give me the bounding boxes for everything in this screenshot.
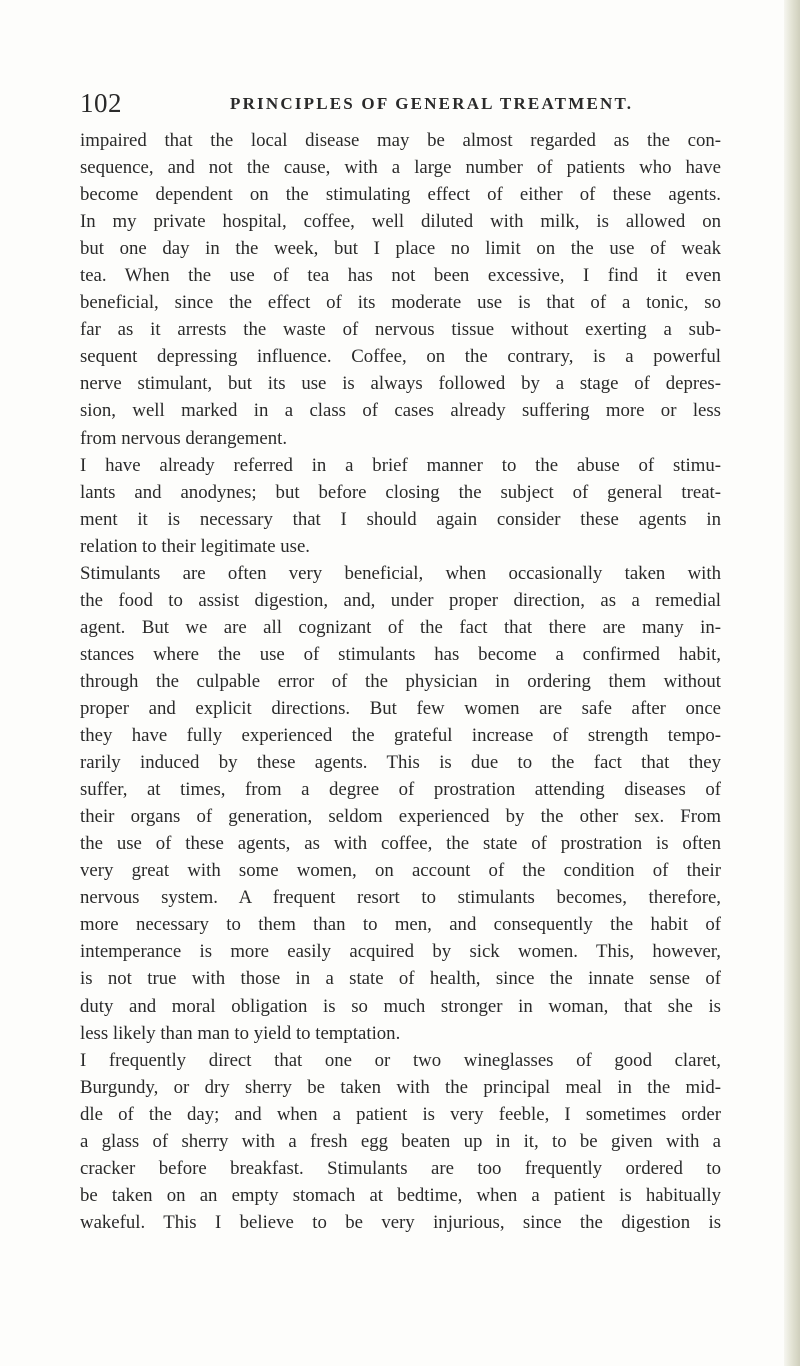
paragraph-end-line: from nervous derangement.	[80, 427, 288, 449]
text-line: impaired that the local disease may be almost regarded as the con-	[80, 130, 721, 151]
text-line: cracker before breakfast. Stimulants are too frequently ordered to	[80, 1157, 721, 1179]
text-line: stances where the use of stimulants has become a confirmed habit,	[80, 643, 721, 665]
text-line: proper and explicit directions. But few women are safe after once	[80, 697, 721, 719]
text-line: sion, well marked in a class of cases already suffering more or less	[80, 400, 721, 422]
text-line: the use of these agents, as with coffee, the state of prostration is often	[80, 833, 721, 855]
text-line: Burgundy, or dry sherry be taken with the principal meal in the mid-	[80, 1076, 721, 1098]
text-line: but one day in the week, but I place no limit on the use of weak	[80, 238, 721, 260]
paragraph-end-line: relation to their legitimate use.	[80, 535, 310, 557]
body-text	[80, 127, 721, 1236]
text-line: they have fully experienced the grateful increase of strength tempo-	[80, 725, 721, 747]
text-line: dle of the day; and when a patient is very feeble, I sometimes order	[80, 1103, 721, 1125]
paragraph-end-line: less likely than man to yield to temptation.	[80, 1022, 401, 1044]
text-line: sequent depressing influence. Coffee, on the contrary, is a powerful	[80, 346, 721, 368]
text-line: sequence, and not the cause, with a large number of patients who have	[80, 157, 721, 179]
text-line: lants and anodynes; but before closing the subject of general treat-	[80, 481, 721, 503]
text-line: more necessary to them than to men, and consequently the habit of	[80, 914, 721, 936]
text-line: In my private hospital, coffee, well diluted with milk, is allowed on	[80, 211, 721, 233]
text-line: ment it is necessary that I should again consider these agents in	[80, 508, 721, 530]
running-title: PRINCIPLES OF GENERAL TREATMENT.	[230, 94, 634, 113]
text-line: nervous system. A frequent resort to stimulants becomes, therefore,	[80, 887, 721, 909]
text-line: wakeful. This I believe to be very injurious, since the digestion is	[80, 1211, 721, 1233]
paragraph-first-line: Stimulants are often very beneficial, when occasionally taken with	[80, 562, 721, 584]
text-line: intemperance is more easily acquired by sick women. This, however,	[80, 941, 721, 963]
paragraph-first-line: I have already referred in a brief manner to the abuse of stimu-	[80, 454, 721, 476]
page-edge-shadow	[784, 0, 800, 1366]
text-line: nerve stimulant, but its use is always followed by a stage of depres-	[80, 373, 721, 395]
page-number: 102	[80, 88, 122, 118]
text-line: a glass of sherry with a fresh egg beaten up in it, to be given with a	[80, 1130, 721, 1152]
text-line: rarily induced by these agents. This is due to the fact that they	[80, 752, 721, 774]
text-line: their organs of generation, seldom experienced by the other sex. From	[80, 806, 721, 828]
text-line: far as it arrests the waste of nervous tissue without exerting a sub-	[80, 319, 721, 341]
text-line: become dependent on the stimulating effect of either of these agents.	[80, 184, 721, 206]
text-line: very great with some women, on account of the condition of their	[80, 860, 721, 882]
running-head	[80, 88, 720, 118]
text-line: is not true with those in a state of health, since the innate sense of	[80, 968, 721, 990]
text-line: suffer, at times, from a degree of prostration attending diseases of	[80, 779, 721, 801]
text-line: be taken on an empty stomach at bedtime, when a patient is habitually	[80, 1184, 721, 1206]
text-line: the food to assist digestion, and, under proper direction, as a remedial	[80, 589, 721, 611]
text-line: tea. When the use of tea has not been excessive, I find it even	[80, 265, 721, 287]
paragraph-first-line: I frequently direct that one or two wineglasses of good claret,	[80, 1049, 721, 1071]
text-line: beneficial, since the effect of its moderate use is that of a tonic, so	[80, 292, 721, 314]
text-line: agent. But we are all cognizant of the fact that there are many in-	[80, 616, 721, 638]
text-line: through the culpable error of the physician in ordering them without	[80, 670, 721, 692]
text-line: duty and moral obligation is so much stronger in woman, that she is	[80, 995, 721, 1017]
